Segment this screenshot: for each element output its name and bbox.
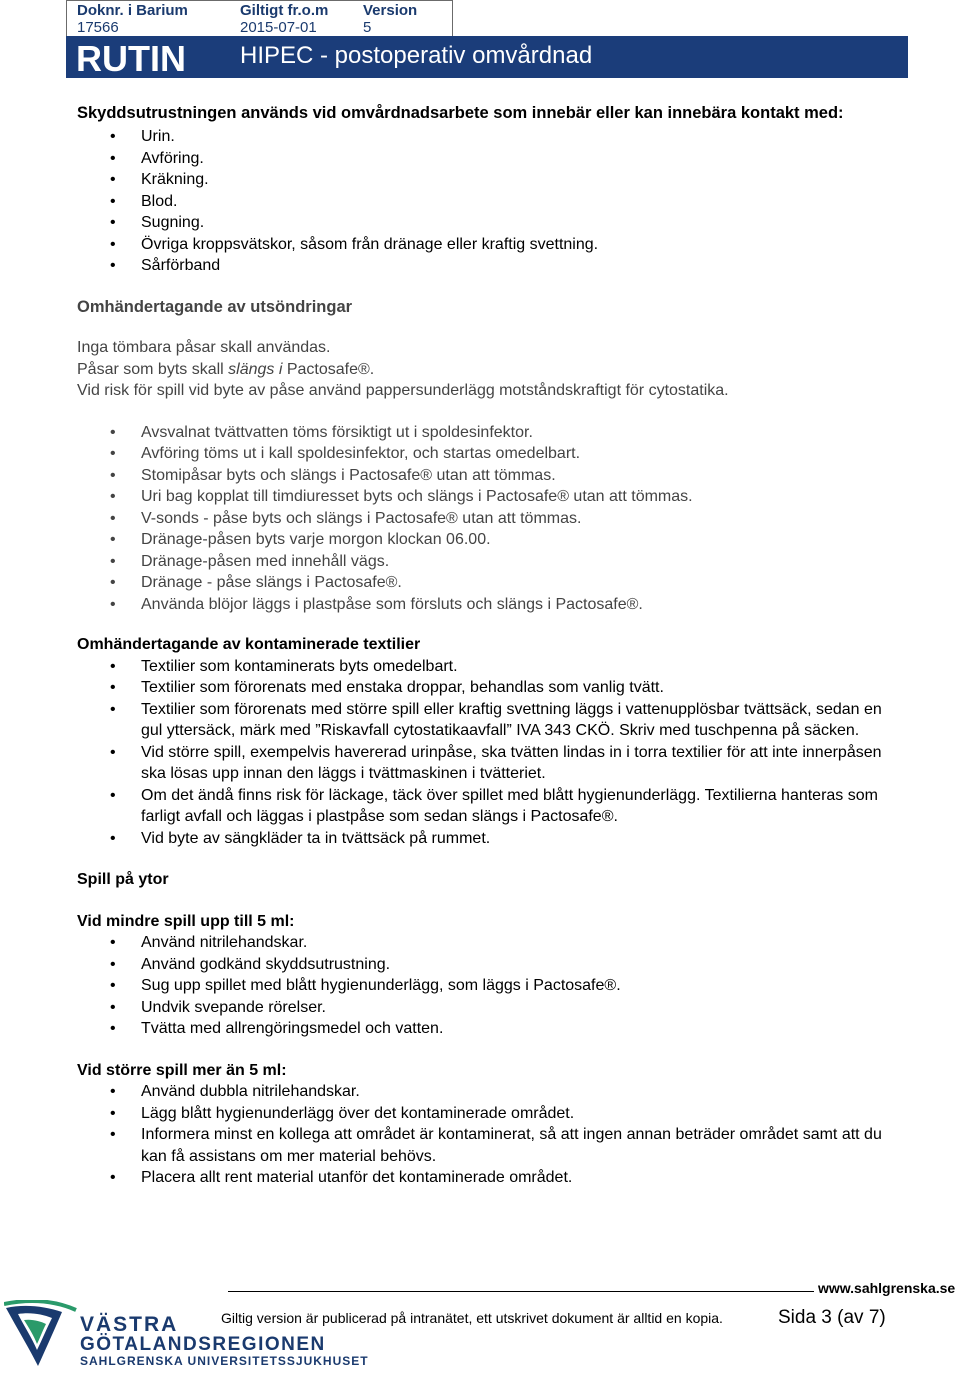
list-item: • Blod. xyxy=(77,191,907,213)
intro-list xyxy=(77,126,907,277)
large-spill-heading: Vid större spill mer än 5 ml: xyxy=(77,1061,287,1079)
header-meta-table xyxy=(66,0,453,37)
page-number: Sida 3 (av 7) xyxy=(778,1307,886,1328)
excretions-line-2-emphasis: slängs i xyxy=(228,360,283,378)
list-item: • Om det ändå finns risk för läckage, täck över spillet med blått hygienunderlägg. Textilierna hanteras som farligt avfall och läggas i plastpåse som sedan slängs i Pactosafe®. xyxy=(77,785,907,828)
spill-heading: Spill på ytor xyxy=(77,871,169,888)
textiles-heading: Omhändertagande av kontaminerade textilier xyxy=(77,636,421,653)
valid-from-value: 2015-07-01 xyxy=(240,19,317,36)
list-item: • Använd godkänd skyddsutrustning. xyxy=(77,954,907,976)
list-item: • Övriga kroppsvätskor, såsom från dränage eller kraftig svettning. xyxy=(77,234,907,256)
list-item: • Dränage-påsen byts varje morgon klockan 06.00. xyxy=(77,529,907,551)
excretions-line-1: Inga tömbara påsar skall användas. xyxy=(77,339,331,356)
list-item: • Placera allt rent material utanför det kontaminerade området. xyxy=(77,1167,907,1189)
valid-from-label: Giltigt fr.o.m xyxy=(240,2,329,19)
document-type: RUTIN xyxy=(76,38,186,79)
list-item: • Använda blöjor läggs i plastpåse som försluts och slängs i Pactosafe®. xyxy=(77,594,907,616)
list-item: • Lägg blått hygienunderlägg över det kontaminerade området. xyxy=(77,1103,907,1125)
list-item: • Dränage-påsen med innehåll vägs. xyxy=(77,551,907,573)
version-label: Version xyxy=(363,2,418,19)
excretions-list xyxy=(77,422,907,616)
textiles-list xyxy=(77,656,907,850)
list-item: • Avföring. xyxy=(77,148,907,170)
excretions-heading: Omhändertagande av utsöndringar xyxy=(77,297,353,316)
list-item: • Textilier som förorenats med större spill eller kraftig svettning läggs i vattenupplösbar tvättsäck, sedan en gul yttersäck, märk med ”Riskavfall cytostatikaavfall” IVA 343 CKÖ. Skriv med tuschpenna på säcken. xyxy=(77,699,907,742)
list-item: • Informera minst en kollega att området är kontaminerat, så att ingen annan beträder området samt att du kan få assistans om mer material behövs. xyxy=(77,1124,907,1167)
list-item: • Textilier som förorenats med enstaka droppar, behandlas som vanlig tvätt. xyxy=(77,677,907,699)
list-item: • Avsvalnat tvättvatten töms försiktigt ut i spoldesinfektor. xyxy=(77,422,907,444)
list-item: • Urin. xyxy=(77,126,907,148)
logo-text-line-3: SAHLGRENSKA UNIVERSITETSSJUKHUSET xyxy=(80,1354,369,1368)
small-spill-heading: Vid mindre spill upp till 5 ml: xyxy=(77,912,295,930)
footer-url: www.sahlgrenska.se xyxy=(818,1280,956,1296)
list-item: • Undvik svepande rörelser. xyxy=(77,997,907,1019)
excretions-line-2-b: Pactosafe®. xyxy=(282,360,375,378)
list-item: • Textilier som kontaminerats byts omedelbart. xyxy=(77,656,907,678)
list-item: • Använd nitrilehandskar. xyxy=(77,932,907,954)
list-item: • Stomipåsar byts och slängs i Pactosafe® utan att tömmas. xyxy=(77,465,907,487)
list-item: • Sårförband xyxy=(77,255,907,277)
excretions-line-2-a: Påsar som byts skall xyxy=(77,360,229,378)
header-title-bar xyxy=(66,36,908,78)
excretions-line-3: Vid risk för spill vid byte av påse använd pappersunderlägg motståndskraftigt för cytostatika. xyxy=(77,382,729,399)
version-value: 5 xyxy=(363,19,372,36)
footer-validity-note: Giltig version är publicerad på intranätet, ett utskrivet dokument är alltid en kopia. xyxy=(221,1310,723,1326)
doc-number-label: Doknr. i Barium xyxy=(77,2,188,19)
list-item: • Kräkning. xyxy=(77,169,907,191)
document-body xyxy=(77,103,907,1189)
doc-number-value: 17566 xyxy=(77,19,119,36)
list-item: • Vid byte av sängkläder ta in tvättsäck på rummet. xyxy=(77,828,907,850)
list-item: • Avföring töms ut i kall spoldesinfektor, och startas omedelbart. xyxy=(77,443,907,465)
logo-text-line-1: VÄSTRA xyxy=(80,1313,179,1336)
list-item: • Vid större spill, exempelvis havererad urinpåse, ska tvätten lindas in i torra textilier för att inte innerpåsen ska lösas upp innan den läggs i tvättmaskinen i tvätteriet. xyxy=(77,742,907,785)
excretions-line-2 xyxy=(77,359,907,381)
intro-heading: Skyddsutrustningen används vid omvårdnadsarbete som innebär eller kan innebära kontakt med: xyxy=(77,104,844,122)
list-item: • Dränage - påse slängs i Pactosafe®. xyxy=(77,572,907,594)
list-item: • Sug upp spillet med blått hygienunderlägg, som läggs i Pactosafe®. xyxy=(77,975,907,997)
list-item: • V-sonds - påse byts och slängs i Pactosafe® utan att tömmas. xyxy=(77,508,907,530)
doc-number-cell xyxy=(67,1,227,37)
small-spill-list xyxy=(77,932,907,1040)
valid-from-cell xyxy=(230,1,355,37)
footer-rule xyxy=(228,1291,814,1292)
document-title: HIPEC - postoperativ omvårdnad xyxy=(240,42,593,69)
list-item: • Tvätta med allrengöringsmedel och vatten. xyxy=(77,1018,907,1040)
large-spill-list xyxy=(77,1081,907,1189)
list-item: • Uri bag kopplat till timdiuresset byts och slängs i Pactosafe® utan att tömmas. xyxy=(77,486,907,508)
version-cell xyxy=(353,1,451,37)
list-item: • Använd dubbla nitrilehandskar. xyxy=(77,1081,907,1103)
list-item: • Sugning. xyxy=(77,212,907,234)
document-header xyxy=(66,0,908,78)
logo-text-line-2: GÖTALANDSREGIONEN xyxy=(80,1334,326,1355)
